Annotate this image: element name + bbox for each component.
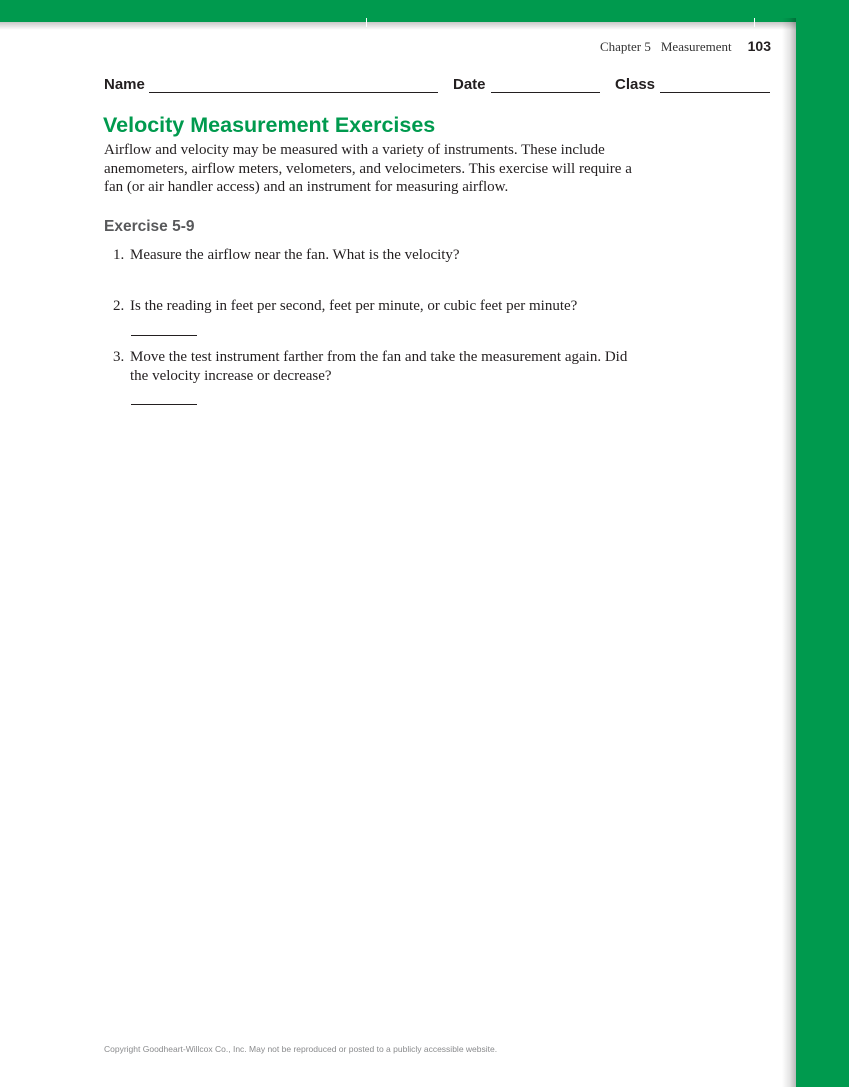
trim-mark bbox=[366, 18, 367, 27]
right-color-band bbox=[796, 0, 849, 1087]
class-label: Class bbox=[615, 76, 656, 93]
question-number: 2. bbox=[113, 298, 125, 314]
page-title: Velocity Measurement Exercises bbox=[103, 113, 436, 137]
question-number: 3. bbox=[113, 349, 125, 365]
running-head bbox=[600, 38, 771, 55]
chapter-label: Chapter 5 bbox=[599, 39, 651, 54]
answer-line[interactable] bbox=[131, 335, 197, 336]
question-text: Is the reading in feet per second, feet per minute, or cubic feet per minute? bbox=[130, 298, 578, 314]
section-label: Measurement bbox=[660, 39, 732, 54]
name-field[interactable] bbox=[149, 92, 438, 93]
date-label: Date bbox=[453, 76, 486, 93]
name-label: Name bbox=[104, 76, 145, 93]
question-item bbox=[113, 297, 633, 316]
answer-line[interactable] bbox=[131, 404, 197, 405]
class-field[interactable] bbox=[660, 92, 770, 93]
page-number: 103 bbox=[747, 38, 771, 54]
copyright-notice: Copyright Goodheart-Willcox Co., Inc. May not be reproduced or posted to a publicly accessible website. bbox=[104, 1044, 498, 1054]
question-number: 1. bbox=[113, 247, 125, 263]
question-item bbox=[113, 348, 633, 385]
question-item bbox=[113, 246, 633, 265]
date-field[interactable] bbox=[491, 92, 600, 93]
trim-mark bbox=[754, 18, 755, 27]
top-band-shadow bbox=[0, 22, 796, 30]
right-band-shadow bbox=[782, 18, 796, 1087]
intro-paragraph: Airflow and velocity may be measured with a variety of instruments. These include anemometers, airflow meters, velometers, and velocimeters. This exercise will require a fan (or air handler access) and an instrument for measuring airflow. bbox=[104, 142, 632, 195]
exercise-heading: Exercise 5-9 bbox=[104, 218, 195, 235]
top-color-band bbox=[0, 0, 849, 22]
question-text: Measure the airflow near the fan. What is the velocity? bbox=[130, 247, 460, 263]
question-text: Move the test instrument farther from the fan and take the measurement again. Did the velocity increase or decrease? bbox=[130, 349, 628, 384]
